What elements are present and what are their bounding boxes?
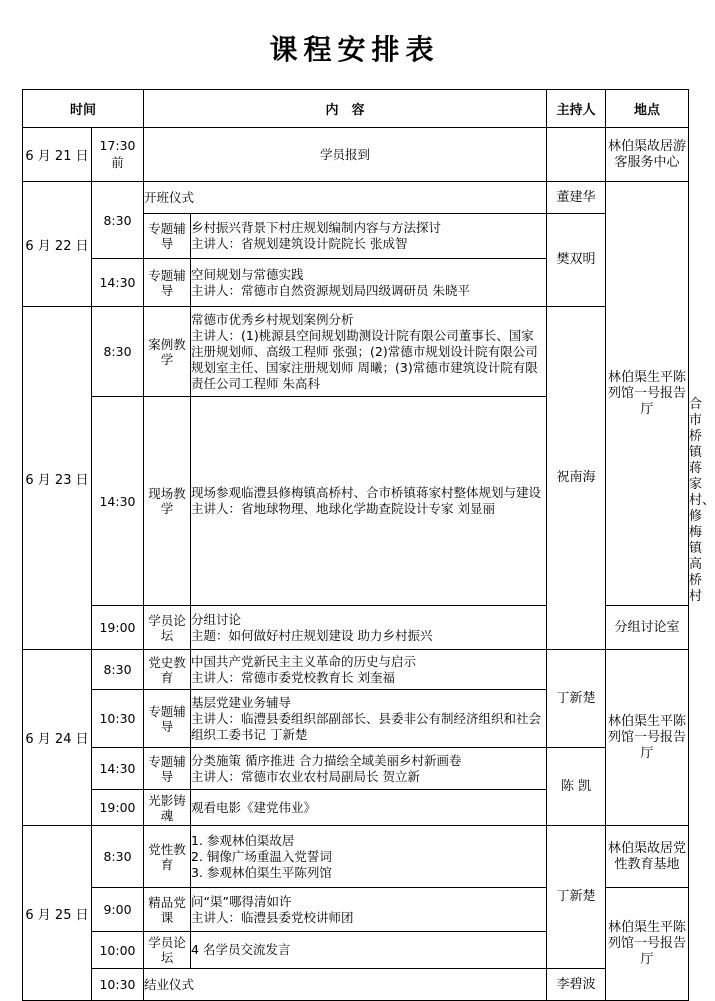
time-cell: 10:30: [92, 690, 144, 748]
content-cell: [191, 214, 547, 259]
content-line: 主讲人：临澧县委党校讲师团: [191, 909, 354, 925]
type-cell: 学员论坛: [144, 932, 191, 969]
time-cell: 8:30: [92, 650, 144, 690]
time-cell: 8:30: [92, 307, 144, 397]
page-title: 课程安排表: [269, 33, 440, 66]
content-line: 中国共产党新民主主义革命的历史与启示: [191, 653, 417, 669]
content-line: 1. 参观林伯渠故居: [191, 832, 295, 848]
type-cell: 光影铸魂: [144, 790, 191, 826]
place-cell: 分组讨论室: [606, 606, 689, 650]
header-place: 地点: [606, 90, 689, 128]
host-cell: 陈 凯: [547, 748, 606, 826]
type-cell: 专题辅导: [144, 690, 191, 748]
content-line: 主讲人：省规划建筑设计院院长 张成智: [191, 236, 408, 251]
type-cell: 案例教学: [144, 307, 191, 397]
content-cell: [191, 826, 547, 888]
date-cell: 6 月 24 日: [23, 650, 92, 826]
type-cell: 党史教育: [144, 650, 191, 690]
header-host: 主持人: [547, 90, 606, 128]
place-cell: 林伯渠生平陈列馆一号报告厅: [606, 650, 689, 826]
table-row: [23, 650, 689, 690]
date-cell: 6 月 21 日: [23, 128, 92, 182]
host-cell: 丁新楚: [547, 650, 606, 748]
host-cell: 李碧波: [547, 969, 606, 1001]
content-line: 3. 参观林伯渠生平陈列馆: [191, 864, 332, 880]
time-cell: 10:30: [92, 969, 144, 1001]
content-cell: [191, 650, 547, 690]
content-line: 常德市优秀乡村规划案例分析: [191, 311, 354, 327]
schedule-table: [22, 89, 715, 1001]
type-cell: 专题辅导: [144, 259, 191, 307]
content-line: 现场参观临澧县修梅镇高桥村、合市桥镇蒋家村整体规划与建设: [191, 485, 542, 500]
place-cell: 林伯渠生平陈列馆一号报告厅: [606, 182, 689, 606]
time-cell: 19:00: [92, 790, 144, 826]
type-cell: 学员论坛: [144, 606, 191, 650]
content-line: 主讲人：常德市委党校教育长 刘奎福: [191, 669, 395, 685]
content-cell: [144, 128, 547, 182]
table-row: [23, 748, 689, 790]
place-cell: 林伯渠故居游客服务中心: [606, 128, 689, 182]
content-cell: [144, 969, 547, 1001]
time-cell: 9:00: [92, 888, 144, 932]
content-line: 主题：如何做好村庄规划建设 助力乡村振兴: [191, 627, 433, 643]
time-cell: 14:30: [92, 748, 144, 790]
content-line: 观看电影《建党伟业》: [191, 799, 317, 815]
content-cell: [191, 690, 547, 748]
header-row: [23, 90, 689, 128]
table-row: [23, 128, 689, 182]
content-line: 问“渠”哪得清如许: [191, 893, 292, 909]
content-line: 分组讨论: [191, 611, 242, 627]
date-cell: 6 月 23 日: [23, 307, 92, 650]
content-cell: [191, 259, 547, 307]
type-cell: 精品党课: [144, 888, 191, 932]
content-line: 2. 铜像广场重温入党誓词: [191, 848, 332, 864]
time-cell: 8:30: [92, 182, 144, 259]
content-line: 主讲人：省地球物理、地球化学勘查院设计专家 刘显丽: [191, 501, 495, 516]
content-line: 结业仪式: [144, 976, 195, 992]
type-cell: 现场教学: [144, 397, 191, 606]
content-line: 乡村振兴背景下村庄规划编制内容与方法探讨: [191, 220, 442, 235]
time-cell: 14:30: [92, 259, 144, 307]
content-cell: [191, 888, 547, 932]
host-cell: 樊双明: [547, 214, 606, 307]
table-row: 14:30 现场教学 现场参观临澧县修梅镇高桥村、合市桥镇蒋家村整体规划与建设 主讲人：省地球物理、地球化学勘查院设计专家 刘显丽 合市桥镇蒋家村、修梅镇高桥村: [23, 397, 689, 606]
time-cell: 8:30: [92, 826, 144, 888]
place-cell: 林伯渠生平陈列馆一号报告厅: [606, 888, 689, 1001]
table-row: [23, 182, 689, 214]
table-row: [23, 969, 689, 1001]
content-line: 4 名学员交流发言: [191, 942, 291, 957]
type-cell: 专题辅导: [144, 748, 191, 790]
content-line: 基层党建业务辅导: [191, 694, 292, 710]
host-cell: 祝南海: [547, 307, 606, 650]
header-content: 内 容: [144, 90, 547, 128]
content-line: 分类施策 循序推进 合力描绘全域美丽乡村新画卷: [191, 752, 462, 768]
place-cell: 林伯渠故居党性教育基地: [606, 826, 689, 888]
content-line: 开班仪式: [144, 189, 195, 205]
date-cell: 6 月 25 日: [23, 826, 92, 1001]
type-cell: 专题辅导: [144, 214, 191, 259]
content-line: 空间规划与常德实践: [191, 266, 304, 282]
host-cell: 丁新楚: [547, 826, 606, 969]
content-cell: [191, 790, 547, 826]
date-cell: 6 月 22 日: [23, 182, 92, 307]
host-cell: [547, 128, 606, 182]
content-cell: [191, 932, 547, 969]
time-cell: 17:30 前: [92, 128, 144, 182]
time-cell: 14:30: [92, 397, 144, 606]
content-line: 主讲人：(1)桃源县空间规划勘测设计院有限公司董事长、国家注册规划师、高级工程师 张强；(2)常德市规划设计院有限公司规划室主任、国家注册规划师 周曦；(3)常德市建筑设计院有限责任公司工程师 朱高科: [191, 327, 538, 391]
content-cell: [191, 606, 547, 650]
content-cell: [191, 307, 547, 397]
time-cell: 10:00: [92, 932, 144, 969]
table-row: [23, 826, 689, 888]
content-line: 主讲人：临澧县委组织部副部长、县委非公有制经济组织和社会组织工委书记 丁新楚: [191, 710, 542, 742]
content-cell: [144, 182, 547, 214]
header-time: 时间: [23, 90, 144, 128]
content-line: 学员报到: [320, 146, 371, 162]
content-line: 主讲人：常德市农业农村局副局长 贺立新: [191, 768, 420, 784]
content-cell: [191, 748, 547, 790]
table-row: [23, 307, 689, 397]
content-cell: [191, 397, 547, 606]
type-cell: 党性教育: [144, 826, 191, 888]
host-cell: 董建华: [547, 182, 606, 214]
time-cell: 19:00: [92, 606, 144, 650]
content-line: 主讲人：常德市自然资源规划局四级调研员 朱晓平: [191, 282, 470, 298]
